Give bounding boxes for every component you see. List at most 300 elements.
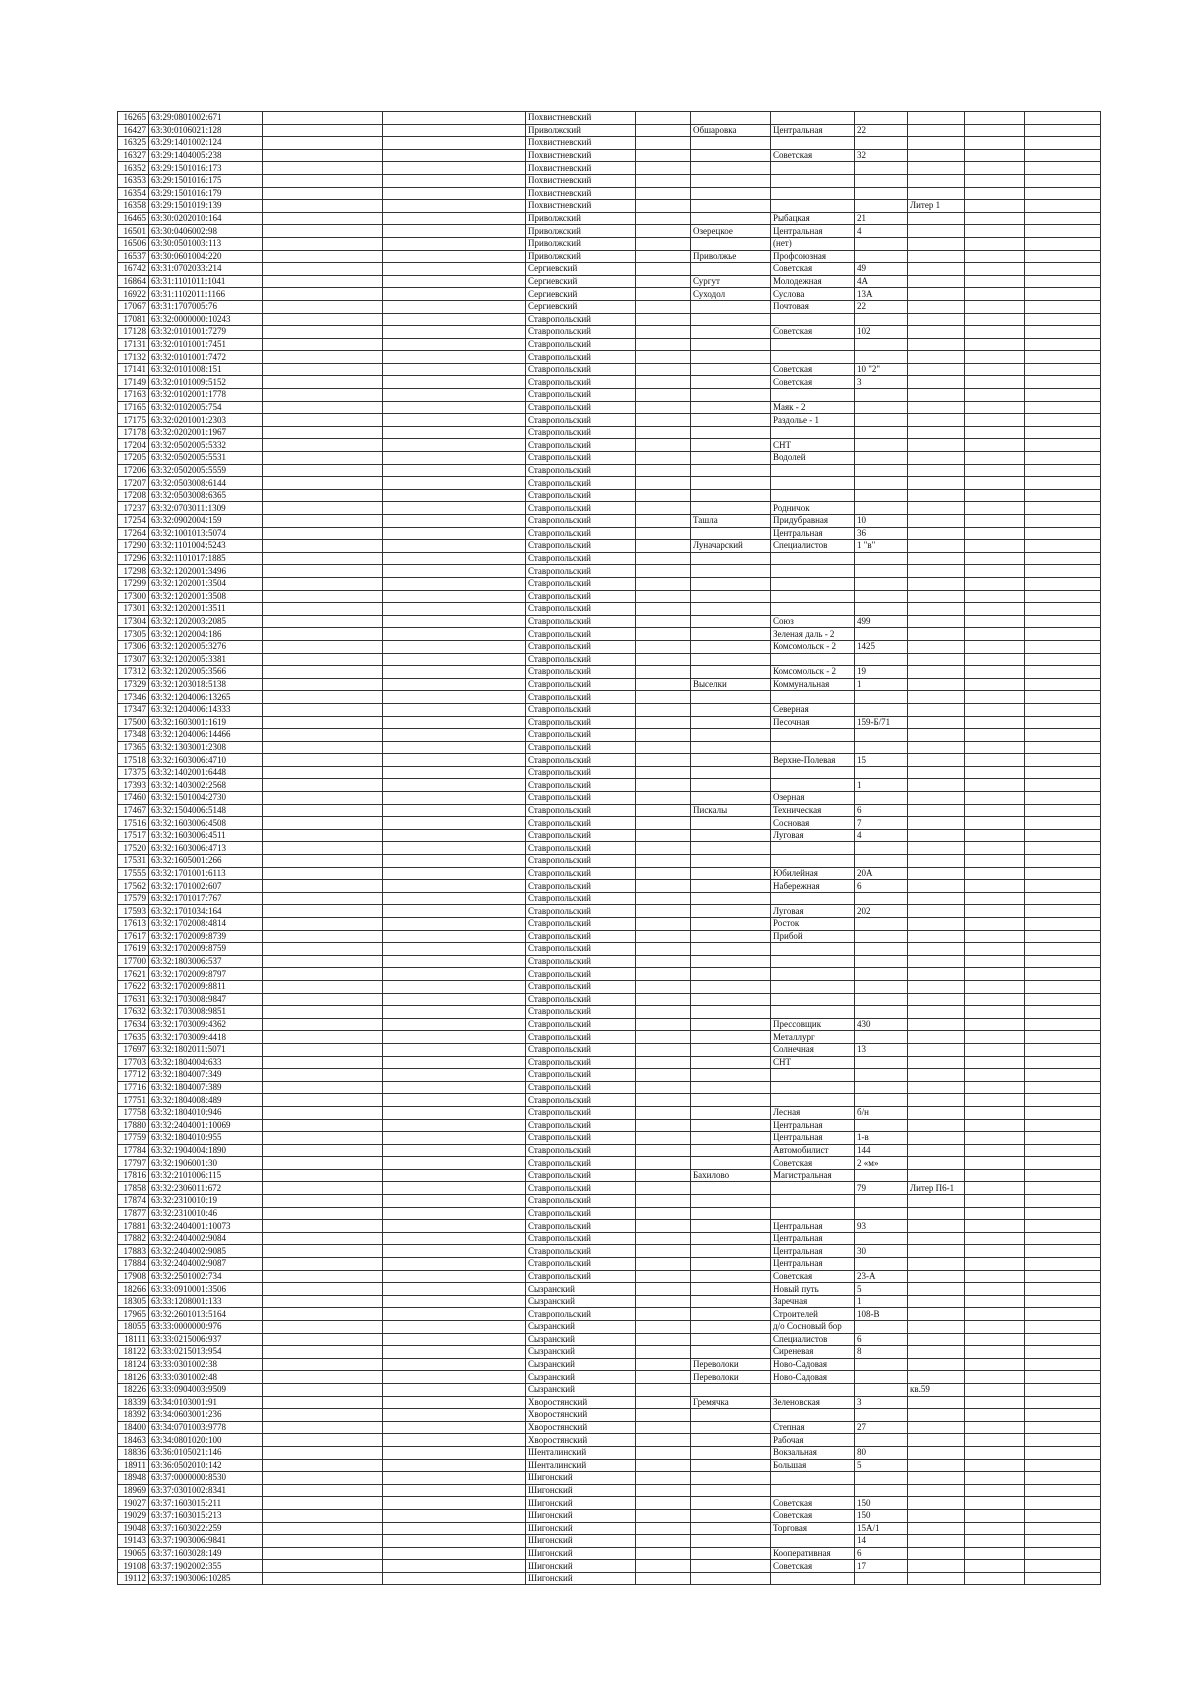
- cell-col-6: [636, 1346, 691, 1359]
- cell-street: [771, 993, 855, 1006]
- cell-col-3: [263, 275, 383, 288]
- cell-col-6: [636, 1031, 691, 1044]
- cell-district: Похвистневский: [526, 187, 636, 200]
- cell-locality: [691, 1484, 771, 1497]
- cell-col-3: [263, 313, 383, 326]
- cell-col-11: [965, 1245, 1025, 1258]
- cell-district: Сергиевский: [526, 275, 636, 288]
- cell-extra: [908, 1434, 965, 1447]
- cell-row-number: 17460: [118, 792, 149, 805]
- cell-col-12: [1025, 716, 1101, 729]
- cell-col-6: [636, 1119, 691, 1132]
- cell-extra: [908, 1031, 965, 1044]
- cell-col-4: [383, 590, 526, 603]
- cell-district: Ставропольский: [526, 628, 636, 641]
- cell-street: Советская: [771, 263, 855, 276]
- cell-col-4: [383, 666, 526, 679]
- cell-district: Приволжский: [526, 250, 636, 263]
- table-row: [118, 477, 1101, 490]
- table-row: [118, 288, 1101, 301]
- cell-street: Центральная: [771, 1119, 855, 1132]
- cell-locality: [691, 1283, 771, 1296]
- cell-locality: Выселки: [691, 678, 771, 691]
- cell-extra: [908, 1043, 965, 1056]
- cell-col-3: [263, 212, 383, 225]
- cell-district: Похвистневский: [526, 200, 636, 213]
- cell-col-11: [965, 1069, 1025, 1082]
- cell-extra: [908, 993, 965, 1006]
- cell-row-number: 17307: [118, 653, 149, 666]
- cell-district: Ставропольский: [526, 363, 636, 376]
- cell-district: Ставропольский: [526, 1069, 636, 1082]
- cell-cadastral-number: 63:32:1204006:13265: [149, 691, 263, 704]
- cell-cadastral-number: 63:32:0202001:1967: [149, 426, 263, 439]
- cell-row-number: 17593: [118, 905, 149, 918]
- cell-cadastral-number: 63:34:0103001:91: [149, 1396, 263, 1409]
- cell-col-4: [383, 678, 526, 691]
- table-row: [118, 552, 1101, 565]
- cell-col-4: [383, 993, 526, 1006]
- table-row: [118, 1446, 1101, 1459]
- cell-col-12: [1025, 1132, 1101, 1145]
- cell-col-6: [636, 729, 691, 742]
- cell-col-6: [636, 1371, 691, 1384]
- cell-row-number: 18126: [118, 1371, 149, 1384]
- cell-cadastral-number: 63:32:1603006:4713: [149, 842, 263, 855]
- cell-locality: [691, 1421, 771, 1434]
- cell-cadastral-number: 63:32:1702009:8811: [149, 980, 263, 993]
- cell-col-3: [263, 288, 383, 301]
- cell-cadastral-number: 63:32:1804008:489: [149, 1094, 263, 1107]
- cell-col-6: [636, 1396, 691, 1409]
- cell-col-4: [383, 1535, 526, 1548]
- cell-col-4: [383, 1043, 526, 1056]
- cell-district: Приволжский: [526, 225, 636, 238]
- cell-locality: [691, 943, 771, 956]
- cell-col-3: [263, 1018, 383, 1031]
- cell-col-11: [965, 603, 1025, 616]
- cell-col-4: [383, 779, 526, 792]
- cell-street: Придубравная: [771, 515, 855, 528]
- cell-col-3: [263, 678, 383, 691]
- cell-locality: Переволоки: [691, 1371, 771, 1384]
- cell-row-number: 18948: [118, 1472, 149, 1485]
- cell-street: Советская: [771, 149, 855, 162]
- cell-col-3: [263, 1069, 383, 1082]
- cell-house: [855, 162, 908, 175]
- cell-extra: [908, 263, 965, 276]
- cell-extra: [908, 1119, 965, 1132]
- cell-cadastral-number: 63:33:0301002:38: [149, 1358, 263, 1371]
- cell-col-12: [1025, 1308, 1101, 1321]
- cell-street: [771, 338, 855, 351]
- cell-row-number: 17758: [118, 1106, 149, 1119]
- cell-district: Хворостянский: [526, 1396, 636, 1409]
- cell-house: 3: [855, 1396, 908, 1409]
- cell-col-11: [965, 1056, 1025, 1069]
- cell-col-11: [965, 540, 1025, 553]
- cell-row-number: 17700: [118, 955, 149, 968]
- table-row: [118, 237, 1101, 250]
- cell-col-12: [1025, 892, 1101, 905]
- cell-street: [771, 955, 855, 968]
- cell-col-4: [383, 212, 526, 225]
- cell-house: 27: [855, 1421, 908, 1434]
- cell-col-12: [1025, 1081, 1101, 1094]
- cell-col-4: [383, 603, 526, 616]
- cell-house: [855, 691, 908, 704]
- cell-col-12: [1025, 515, 1101, 528]
- cell-col-6: [636, 263, 691, 276]
- cell-col-4: [383, 1308, 526, 1321]
- cell-col-3: [263, 892, 383, 905]
- table-row: [118, 817, 1101, 830]
- cell-house: 79: [855, 1182, 908, 1195]
- table-row: [118, 263, 1101, 276]
- cell-locality: [691, 1321, 771, 1334]
- cell-row-number: 17178: [118, 426, 149, 439]
- cell-col-3: [263, 779, 383, 792]
- cell-district: Ставропольский: [526, 1220, 636, 1233]
- cell-street: Советская: [771, 1497, 855, 1510]
- cell-col-3: [263, 174, 383, 187]
- cell-col-4: [383, 892, 526, 905]
- table-row: [118, 1509, 1101, 1522]
- cell-col-6: [636, 1043, 691, 1056]
- cell-col-12: [1025, 1572, 1101, 1585]
- cell-extra: [908, 275, 965, 288]
- cell-cadastral-number: 63:32:1702008:4814: [149, 918, 263, 931]
- cell-col-11: [965, 792, 1025, 805]
- cell-row-number: 16354: [118, 187, 149, 200]
- table-row: [118, 200, 1101, 213]
- cell-col-12: [1025, 1144, 1101, 1157]
- cell-col-3: [263, 477, 383, 490]
- cell-locality: [691, 1031, 771, 1044]
- cell-district: Похвистневский: [526, 162, 636, 175]
- cell-col-4: [383, 401, 526, 414]
- cell-col-12: [1025, 880, 1101, 893]
- cell-col-6: [636, 565, 691, 578]
- cell-locality: [691, 1497, 771, 1510]
- cell-house: [855, 552, 908, 565]
- table-body: [118, 112, 1101, 1585]
- table-row: [118, 653, 1101, 666]
- table-row: [118, 1421, 1101, 1434]
- cell-col-12: [1025, 414, 1101, 427]
- cell-col-11: [965, 628, 1025, 641]
- cell-col-6: [636, 1106, 691, 1119]
- cell-district: Ставропольский: [526, 603, 636, 616]
- cell-col-3: [263, 615, 383, 628]
- table-row: [118, 464, 1101, 477]
- cell-col-6: [636, 867, 691, 880]
- cell-extra: [908, 1522, 965, 1535]
- cell-col-11: [965, 338, 1025, 351]
- cell-col-3: [263, 502, 383, 515]
- cell-row-number: 17858: [118, 1182, 149, 1195]
- cell-street: Набережная: [771, 880, 855, 893]
- cell-col-4: [383, 1446, 526, 1459]
- cell-col-3: [263, 112, 383, 125]
- cell-cadastral-number: 63:29:1501016:175: [149, 174, 263, 187]
- cell-street: Вокзальная: [771, 1446, 855, 1459]
- cell-street: Советская: [771, 363, 855, 376]
- cell-house: [855, 1094, 908, 1107]
- cell-locality: Бахилово: [691, 1169, 771, 1182]
- table-row: [118, 376, 1101, 389]
- cell-cadastral-number: 63:32:1504006:5148: [149, 804, 263, 817]
- cell-extra: [908, 1220, 965, 1233]
- cell-cadastral-number: 63:32:0101001:7451: [149, 338, 263, 351]
- cell-col-3: [263, 703, 383, 716]
- cell-row-number: 17081: [118, 313, 149, 326]
- cell-locality: [691, 313, 771, 326]
- cell-col-11: [965, 326, 1025, 339]
- cell-col-11: [965, 250, 1025, 263]
- cell-house: 49: [855, 263, 908, 276]
- cell-district: Ставропольский: [526, 1207, 636, 1220]
- cell-col-3: [263, 452, 383, 465]
- cell-col-11: [965, 1509, 1025, 1522]
- cell-col-6: [636, 376, 691, 389]
- cell-street: Центральная: [771, 124, 855, 137]
- cell-cadastral-number: 63:29:1401002:124: [149, 137, 263, 150]
- cell-col-4: [383, 1484, 526, 1497]
- cell-col-6: [636, 943, 691, 956]
- cell-col-3: [263, 225, 383, 238]
- cell-extra: [908, 615, 965, 628]
- cell-col-4: [383, 1069, 526, 1082]
- cell-locality: [691, 1119, 771, 1132]
- cell-col-4: [383, 515, 526, 528]
- cell-cadastral-number: 63:29:1404005:238: [149, 149, 263, 162]
- cell-cadastral-number: 63:32:2404001:10069: [149, 1119, 263, 1132]
- cell-col-6: [636, 766, 691, 779]
- cell-col-4: [383, 842, 526, 855]
- table-row: [118, 426, 1101, 439]
- cell-locality: [691, 842, 771, 855]
- table-row: [118, 1308, 1101, 1321]
- table-row: [118, 1484, 1101, 1497]
- cell-col-6: [636, 577, 691, 590]
- cell-col-3: [263, 1207, 383, 1220]
- cell-cadastral-number: 63:32:0503008:6365: [149, 489, 263, 502]
- cell-col-11: [965, 1169, 1025, 1182]
- cell-col-11: [965, 1358, 1025, 1371]
- cell-col-3: [263, 1509, 383, 1522]
- cell-col-3: [263, 1169, 383, 1182]
- cell-col-12: [1025, 263, 1101, 276]
- cell-locality: [691, 1245, 771, 1258]
- cell-col-3: [263, 1371, 383, 1384]
- cell-row-number: 18111: [118, 1333, 149, 1346]
- cell-house: [855, 489, 908, 502]
- table-row: [118, 1283, 1101, 1296]
- cell-extra: [908, 502, 965, 515]
- cell-col-4: [383, 955, 526, 968]
- cell-locality: [691, 968, 771, 981]
- cell-row-number: 18266: [118, 1283, 149, 1296]
- cell-extra: [908, 338, 965, 351]
- cell-row-number: 17329: [118, 678, 149, 691]
- cell-street: Специалистов: [771, 540, 855, 553]
- cell-col-3: [263, 930, 383, 943]
- cell-row-number: 18122: [118, 1346, 149, 1359]
- cell-cadastral-number: 63:32:0703011:1309: [149, 502, 263, 515]
- cell-col-3: [263, 716, 383, 729]
- cell-cadastral-number: 63:32:2404002:9084: [149, 1232, 263, 1245]
- cell-district: Похвистневский: [526, 112, 636, 125]
- cell-house: 430: [855, 1018, 908, 1031]
- cell-house: 80: [855, 1446, 908, 1459]
- cell-locality: [691, 1018, 771, 1031]
- cell-col-3: [263, 263, 383, 276]
- table-row: [118, 1497, 1101, 1510]
- cell-extra: [908, 1459, 965, 1472]
- cell-col-6: [636, 1283, 691, 1296]
- cell-col-12: [1025, 1484, 1101, 1497]
- cell-col-11: [965, 867, 1025, 880]
- cell-street: Рабочая: [771, 1434, 855, 1447]
- cell-col-11: [965, 1308, 1025, 1321]
- cell-house: 144: [855, 1144, 908, 1157]
- cell-col-4: [383, 313, 526, 326]
- cell-locality: [691, 577, 771, 590]
- cell-house: [855, 1006, 908, 1019]
- cell-row-number: 17619: [118, 943, 149, 956]
- cell-locality: [691, 741, 771, 754]
- cell-house: 102: [855, 326, 908, 339]
- cell-locality: [691, 263, 771, 276]
- cell-street: [771, 1409, 855, 1422]
- cell-locality: [691, 1220, 771, 1233]
- cell-extra: [908, 1547, 965, 1560]
- table-row: [118, 1295, 1101, 1308]
- cell-col-6: [636, 590, 691, 603]
- cell-locality: Пискалы: [691, 804, 771, 817]
- cell-col-3: [263, 1094, 383, 1107]
- cell-house: [855, 577, 908, 590]
- cell-col-4: [383, 1409, 526, 1422]
- cell-cadastral-number: 63:32:1603006:4511: [149, 829, 263, 842]
- cell-row-number: 17067: [118, 300, 149, 313]
- cell-col-11: [965, 401, 1025, 414]
- cell-col-4: [383, 1421, 526, 1434]
- cell-locality: [691, 187, 771, 200]
- cell-house: [855, 502, 908, 515]
- table-row: [118, 326, 1101, 339]
- cell-col-4: [383, 1472, 526, 1485]
- cell-col-12: [1025, 1459, 1101, 1472]
- cell-house: 6: [855, 1333, 908, 1346]
- cell-district: Похвистневский: [526, 137, 636, 150]
- cell-extra: [908, 363, 965, 376]
- cell-cadastral-number: 63:32:1202001:3511: [149, 603, 263, 616]
- cell-col-4: [383, 855, 526, 868]
- cell-district: Ставропольский: [526, 515, 636, 528]
- cell-col-3: [263, 376, 383, 389]
- cell-street: Луговая: [771, 905, 855, 918]
- cell-extra: [908, 174, 965, 187]
- cell-extra: [908, 628, 965, 641]
- cell-street: Советская: [771, 1270, 855, 1283]
- cell-col-12: [1025, 968, 1101, 981]
- cell-extra: [908, 540, 965, 553]
- cell-col-12: [1025, 137, 1101, 150]
- cell-district: Сергиевский: [526, 300, 636, 313]
- cell-house: [855, 1434, 908, 1447]
- cell-col-11: [965, 1535, 1025, 1548]
- cell-street: Магистральная: [771, 1169, 855, 1182]
- cell-cadastral-number: 63:37:1603028:149: [149, 1547, 263, 1560]
- cell-col-3: [263, 1106, 383, 1119]
- cell-col-12: [1025, 124, 1101, 137]
- cell-street: Союз: [771, 615, 855, 628]
- cell-locality: [691, 527, 771, 540]
- cell-col-3: [263, 1119, 383, 1132]
- cell-col-4: [383, 300, 526, 313]
- cell-district: Шигонский: [526, 1484, 636, 1497]
- cell-col-3: [263, 1396, 383, 1409]
- cell-col-4: [383, 452, 526, 465]
- cell-col-6: [636, 401, 691, 414]
- cell-col-3: [263, 489, 383, 502]
- cell-extra: [908, 955, 965, 968]
- cell-extra: [908, 1472, 965, 1485]
- cell-col-6: [636, 187, 691, 200]
- table-row: [118, 968, 1101, 981]
- table-row: [118, 880, 1101, 893]
- cell-cadastral-number: 63:32:0902004:159: [149, 515, 263, 528]
- cell-extra: [908, 779, 965, 792]
- cell-col-6: [636, 1409, 691, 1422]
- cell-locality: [691, 766, 771, 779]
- cell-col-3: [263, 1547, 383, 1560]
- cell-col-3: [263, 1434, 383, 1447]
- table-row: [118, 905, 1101, 918]
- cell-street: Торговая: [771, 1522, 855, 1535]
- table-row: [118, 603, 1101, 616]
- cell-col-6: [636, 741, 691, 754]
- cell-row-number: 17393: [118, 779, 149, 792]
- cell-street: Советская: [771, 326, 855, 339]
- table-row: [118, 1409, 1101, 1422]
- cell-street: [771, 1572, 855, 1585]
- cell-col-6: [636, 200, 691, 213]
- cell-col-11: [965, 678, 1025, 691]
- cell-col-12: [1025, 1056, 1101, 1069]
- cell-street: [771, 162, 855, 175]
- cell-col-12: [1025, 174, 1101, 187]
- cell-street: [771, 603, 855, 616]
- cell-house: 32: [855, 149, 908, 162]
- table-row: [118, 1434, 1101, 1447]
- cell-row-number: 17347: [118, 703, 149, 716]
- cell-col-12: [1025, 640, 1101, 653]
- cell-district: Похвистневский: [526, 174, 636, 187]
- cell-col-3: [263, 1346, 383, 1359]
- cell-col-11: [965, 703, 1025, 716]
- table-row: [118, 137, 1101, 150]
- cell-street: Строителей: [771, 1308, 855, 1321]
- cell-col-6: [636, 414, 691, 427]
- cell-street: [771, 741, 855, 754]
- cell-district: Ставропольский: [526, 1056, 636, 1069]
- cell-col-6: [636, 1383, 691, 1396]
- cell-col-11: [965, 288, 1025, 301]
- cell-col-11: [965, 552, 1025, 565]
